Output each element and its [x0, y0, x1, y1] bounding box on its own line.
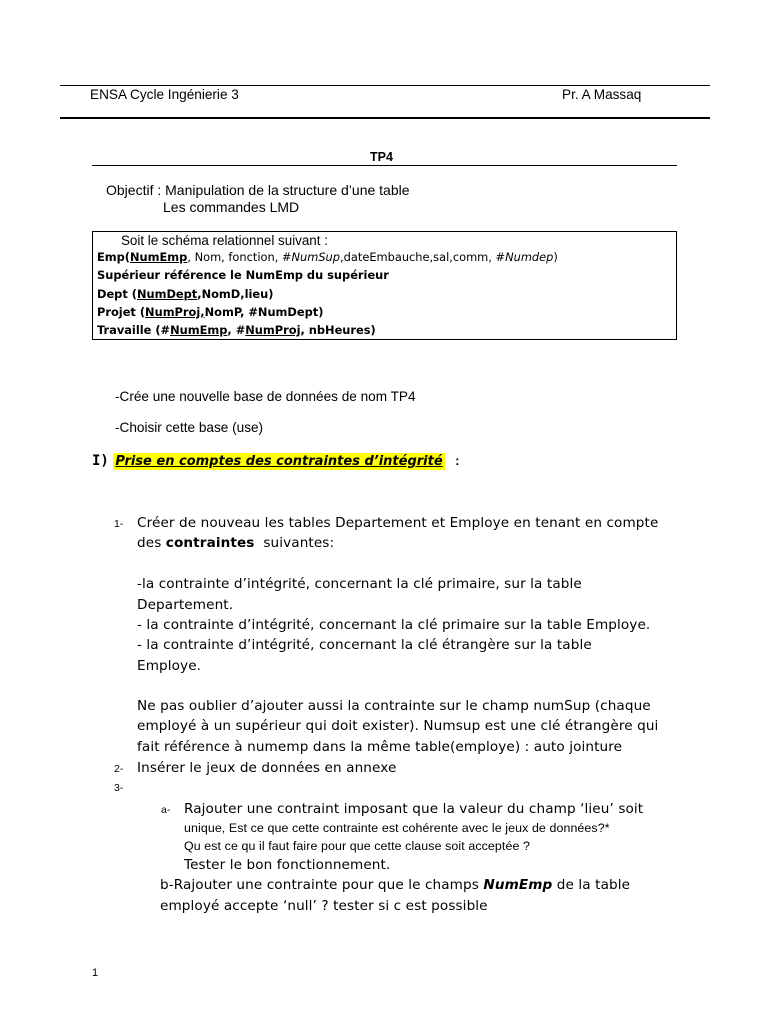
section-1-heading — [92, 452, 459, 470]
item-3b-l1b: NumEmp — [483, 877, 553, 893]
item-2-text: Insérer le jeux de données en annexe — [137, 760, 397, 776]
schema-travaille-t2: , nbHeures) — [300, 323, 376, 337]
item-3a-line-3: Qu est ce qu il faut faire pour que cette clause soit acceptée ? — [184, 839, 530, 853]
item-1-line-2 — [137, 535, 334, 551]
schema-emp-t2: ,dateEmbauche,sal,comm, # — [340, 250, 506, 264]
schema-travaille — [97, 323, 376, 337]
page-number: 1 — [92, 967, 99, 979]
item-3a-line-4: Tester le bon fonctionnement. — [184, 857, 391, 873]
constraint-1a: -la contrainte d’intégrité, concernant la clé primaire, sur la table — [137, 576, 582, 592]
title-rule — [92, 165, 677, 166]
schema-emp-f2: Numdep — [505, 250, 554, 264]
schema-travaille-key1: NumEmp — [170, 323, 228, 337]
schema-emp-t1: , Nom, fonction, # — [187, 250, 292, 264]
item-1-line-1: Créer de nouveau les tables Departement et Employe en tenant en compte — [137, 515, 659, 531]
header-right: Pr. A Massaq — [562, 87, 642, 102]
constraint-1b: Departement. — [137, 597, 234, 613]
schema-box — [92, 231, 677, 340]
objective-line-2: Les commandes LMD — [163, 199, 300, 215]
item-1-l2b: contraintes — [165, 535, 255, 551]
item-1-l2a: des — [137, 535, 166, 551]
item-3b-line-2: employé accepte ‘null’ ? tester si c est possible — [160, 898, 488, 914]
schema-projet — [97, 305, 323, 319]
header-top-rule — [60, 85, 710, 86]
schema-projet-t1: NomP, #NumDept) — [204, 305, 324, 319]
section-1-number: I) — [92, 453, 109, 469]
constraint-2: - la contrainte d’intégrité, concernant la clé primaire sur la table Employe. — [137, 617, 651, 633]
schema-dept-t0: Dept ( — [97, 287, 137, 301]
section-1-title: Prise en comptes des contraintes d’intégrité — [115, 454, 443, 469]
item-3b-l1a: b-Rajouter une contrainte pour que le champs — [160, 877, 484, 893]
constraint-3a: - la contrainte d’intégrité, concernant la clé étrangère sur la table — [137, 637, 592, 653]
item-3a-line-2: unique, Est ce que cette contrainte est cohérente avec le jeux de données?* — [184, 821, 610, 835]
schema-dept — [97, 287, 273, 301]
header-left: ENSA Cycle Ingénierie 3 — [90, 87, 239, 102]
schema-dept-t1: ,NomD,lieu) — [197, 287, 274, 301]
note-line-2: employé à un supérieur qui doit exister). Numsup est une clé étrangère qui — [137, 718, 659, 734]
schema-dept-key: NumDept — [136, 287, 198, 301]
schema-emp-f1: NumSup — [291, 250, 341, 264]
schema-emp-key: NumEmp — [130, 250, 188, 264]
item-3b-line-1 — [160, 877, 630, 893]
section-1-colon: : — [455, 453, 460, 468]
schema-emp-t3: ) — [553, 250, 558, 264]
header-bottom-rule — [60, 117, 710, 119]
item-1-l2c: suivantes: — [263, 535, 335, 551]
objective-line-1: Objectif : Manipulation de la structure d’une table — [106, 182, 410, 198]
schema-travaille-key2: NumProj — [245, 323, 301, 337]
item-3a-marker: a- — [161, 804, 171, 816]
schema-superieur: Supérieur référence le NumEmp du supérieur — [97, 268, 389, 282]
note-line-1: Ne pas oublier d’ajouter aussi la contrainte sur le champ numSup (chaque — [137, 698, 651, 714]
schema-emp-t0: Emp( — [97, 250, 131, 264]
page-title: TP4 — [370, 150, 393, 164]
item-3a-line-1: Rajouter une contraint imposant que la valeur du champ ‘lieu’ soit — [184, 801, 644, 817]
schema-emp — [97, 250, 558, 264]
item-3b-l1c: de la table — [552, 877, 631, 893]
note-line-3: fait référence à numemp dans la même table(employe) : auto jointure — [137, 739, 623, 755]
schema-travaille-t1: , # — [227, 323, 246, 337]
item-3-marker: 3- — [114, 782, 124, 794]
schema-travaille-t0: Travaille (# — [97, 323, 171, 337]
constraint-3b: Employe. — [137, 658, 202, 674]
schema-projet-t0: Projet ( — [97, 305, 146, 319]
task-choose-db: -Choisir cette base (use) — [115, 420, 264, 435]
schema-projet-key: NumProj, — [145, 305, 205, 319]
item-2-marker: 2- — [114, 763, 124, 775]
task-create-db: -Crée une nouvelle base de données de nom TP4 — [115, 389, 416, 404]
schema-intro: Soit le schéma relationnel suivant : — [121, 233, 328, 248]
item-1-marker: 1- — [114, 518, 124, 530]
